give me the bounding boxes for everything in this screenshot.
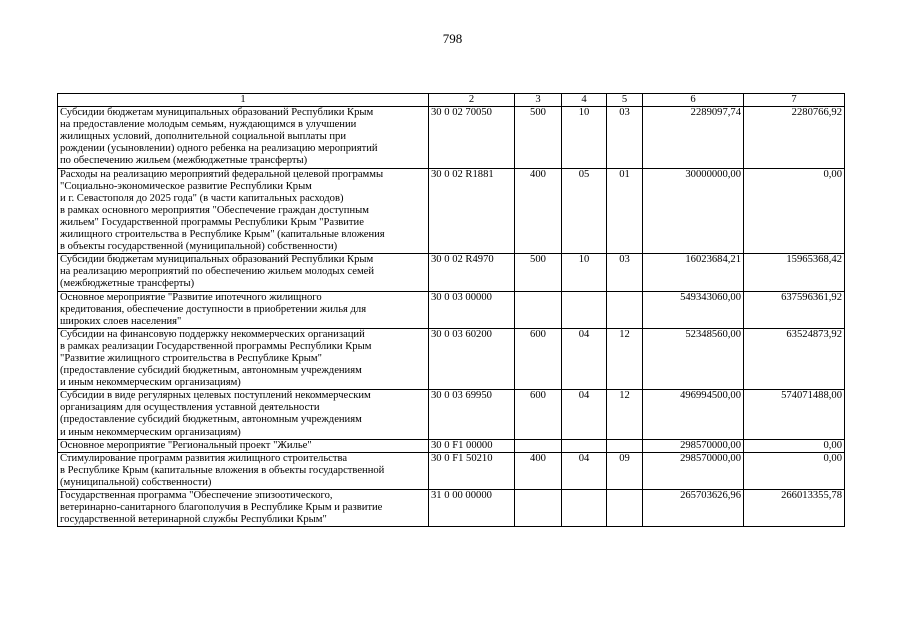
amount-column-6: 16023684,21 <box>643 254 744 291</box>
row-description <box>58 254 429 291</box>
header-row <box>58 94 845 107</box>
table-row <box>58 328 845 389</box>
expense-type-code: 600 <box>515 328 562 389</box>
description-line: Стимулирование программ развития жилищного строительства <box>60 452 348 464</box>
amount-column-7: 63524873,92 <box>744 328 845 389</box>
expense-type-code: 600 <box>515 390 562 439</box>
table-row <box>58 107 845 168</box>
row-description <box>58 291 429 328</box>
table-row <box>58 490 845 527</box>
description-line: Субсидии бюджетам муниципальных образований Республики Крым <box>60 254 374 266</box>
row-description <box>58 328 429 389</box>
table-row <box>58 254 845 291</box>
description-line: Субсидии в виде регулярных целевых поступлений некоммерческим <box>60 390 371 402</box>
description-line: "Развитие жилищного строительства в Республике Крым" <box>60 352 322 364</box>
section-code: 04 <box>562 328 607 389</box>
subsection-code: 01 <box>607 168 643 254</box>
description-line: Основное мероприятие "Развитие ипотечного жилищного <box>60 291 322 303</box>
description-line: кредитования, обеспечение доступности в приобретении жилья для <box>60 303 367 315</box>
section-code: 10 <box>562 107 607 168</box>
expense-type-code <box>515 439 562 452</box>
table-row <box>58 390 845 439</box>
target-article-code: 30 0 F1 50210 <box>429 452 515 489</box>
description-line: ветеринарно-санитарного благополучия в Республике Крым и развитие <box>60 502 383 514</box>
description-line: Основное мероприятие "Региональный проект "Жилье" <box>60 439 312 451</box>
section-code: 05 <box>562 168 607 254</box>
description-line: в рамках основного мероприятия "Обеспечение граждан доступным <box>60 204 369 216</box>
subsection-code <box>607 291 643 328</box>
description-line: широких слоев населения" <box>60 315 182 327</box>
column-header: 2 <box>429 94 515 107</box>
column-header: 4 <box>562 94 607 107</box>
description-line: в рамках реализации Государственной программы Республики Крым <box>60 340 372 352</box>
section-code: 04 <box>562 390 607 439</box>
expense-type-code: 400 <box>515 452 562 489</box>
column-header: 6 <box>643 94 744 107</box>
amount-column-6: 30000000,00 <box>643 168 744 254</box>
table-row <box>58 452 845 489</box>
description-line: и г. Севастополя до 2025 года" (в части капитальных расходов) <box>60 192 344 204</box>
amount-column-7: 637596361,92 <box>744 291 845 328</box>
description-line: рождении (усыновлении) одного ребенка на реализацию мероприятий <box>60 143 378 155</box>
description-line: (предоставление субсидий бюджетным, автономным учреждениям <box>60 365 362 377</box>
column-header: 1 <box>58 94 429 107</box>
subsection-code: 03 <box>607 254 643 291</box>
description-line: "Социально-экономическое развитие Республики Крым <box>60 180 312 192</box>
expense-type-code <box>515 291 562 328</box>
section-code: 04 <box>562 452 607 489</box>
row-description <box>58 452 429 489</box>
page-number: 798 <box>442 31 463 46</box>
expense-type-code: 500 <box>515 254 562 291</box>
amount-column-7: 0,00 <box>744 439 845 452</box>
amount-column-6: 52348560,00 <box>643 328 744 389</box>
row-description <box>58 390 429 439</box>
subsection-code: 12 <box>607 328 643 389</box>
column-header: 7 <box>744 94 845 107</box>
amount-column-7: 0,00 <box>744 452 845 489</box>
description-line: на предоставление молодым семьям, нуждающимся в улучшении <box>60 119 357 131</box>
amount-column-7: 2280766,92 <box>744 107 845 168</box>
description-line: Субсидии на финансовую поддержку некоммерческих организаций <box>60 328 365 340</box>
description-line: в объекты государственной (муниципальной) собственности) <box>60 241 338 253</box>
target-article-code: 30 0 02 R4970 <box>429 254 515 291</box>
description-line: Государственная программа "Обеспечение эпизоотического, <box>60 490 333 501</box>
amount-column-6: 496994500,00 <box>643 390 744 439</box>
section-code <box>562 291 607 328</box>
amount-column-7: 0,00 <box>744 168 845 254</box>
description-line: государственной ветеринарной службы Республики Крым" <box>60 514 327 526</box>
table-body <box>58 107 845 527</box>
description-line: и иным некоммерческим организациям) <box>60 426 241 438</box>
expense-type-code: 400 <box>515 168 562 254</box>
column-header: 5 <box>607 94 643 107</box>
row-description <box>58 439 429 452</box>
row-description <box>58 490 429 527</box>
amount-column-7: 266013355,78 <box>744 490 845 527</box>
description-line: Субсидии бюджетам муниципальных образований Республики Крым <box>60 107 374 119</box>
expense-type-code <box>515 490 562 527</box>
amount-column-7: 15965368,42 <box>744 254 845 291</box>
target-article-code: 30 0 02 R1881 <box>429 168 515 254</box>
row-description <box>58 168 429 254</box>
description-line: жильем" Государственной программы Республики Крым "Развитие <box>60 216 364 228</box>
description-line: жилищных условий, дополнительной социальной выплаты при <box>60 131 346 143</box>
subsection-code <box>607 490 643 527</box>
description-line: (межбюджетные трансферты) <box>60 278 195 290</box>
amount-column-6: 298570000,00 <box>643 439 744 452</box>
table-row <box>58 439 845 452</box>
amount-column-6: 2289097,74 <box>643 107 744 168</box>
description-line: Расходы на реализацию мероприятий федеральной целевой программы <box>60 168 384 180</box>
amount-column-6: 298570000,00 <box>643 452 744 489</box>
subsection-code <box>607 439 643 452</box>
amount-column-6: 265703626,96 <box>643 490 744 527</box>
table-row <box>58 168 845 254</box>
expense-type-code: 500 <box>515 107 562 168</box>
budget-table <box>57 93 845 527</box>
section-code <box>562 490 607 527</box>
description-line: в Республике Крым (капитальные вложения в объекты государственной <box>60 464 385 476</box>
target-article-code: 30 0 03 60200 <box>429 328 515 389</box>
subsection-code: 09 <box>607 452 643 489</box>
description-line: жилищного строительства в Республике Крым" (капитальные вложения <box>60 229 385 241</box>
target-article-code: 30 0 02 70050 <box>429 107 515 168</box>
section-code <box>562 439 607 452</box>
target-article-code: 30 0 03 69950 <box>429 390 515 439</box>
description-line: на реализацию мероприятий по обеспечению жильем молодых семей <box>60 266 375 278</box>
target-article-code: 30 0 03 00000 <box>429 291 515 328</box>
subsection-code: 03 <box>607 107 643 168</box>
target-article-code: 31 0 00 00000 <box>429 490 515 527</box>
amount-column-7: 574071488,00 <box>744 390 845 439</box>
description-line: (муниципальной) собственности) <box>60 476 212 488</box>
description-line: и иным некоммерческим организациям) <box>60 377 241 389</box>
description-line: организациям для осуществления уставной деятельности <box>60 402 320 414</box>
table-row <box>58 291 845 328</box>
description-line: (предоставление субсидий бюджетным, автономным учреждениям <box>60 414 362 426</box>
row-description <box>58 107 429 168</box>
description-line: по обеспечению жильем (межбюджетные трансферты) <box>60 155 308 167</box>
subsection-code: 12 <box>607 390 643 439</box>
section-code: 10 <box>562 254 607 291</box>
amount-column-6: 549343060,00 <box>643 291 744 328</box>
column-header: 3 <box>515 94 562 107</box>
target-article-code: 30 0 F1 00000 <box>429 439 515 452</box>
